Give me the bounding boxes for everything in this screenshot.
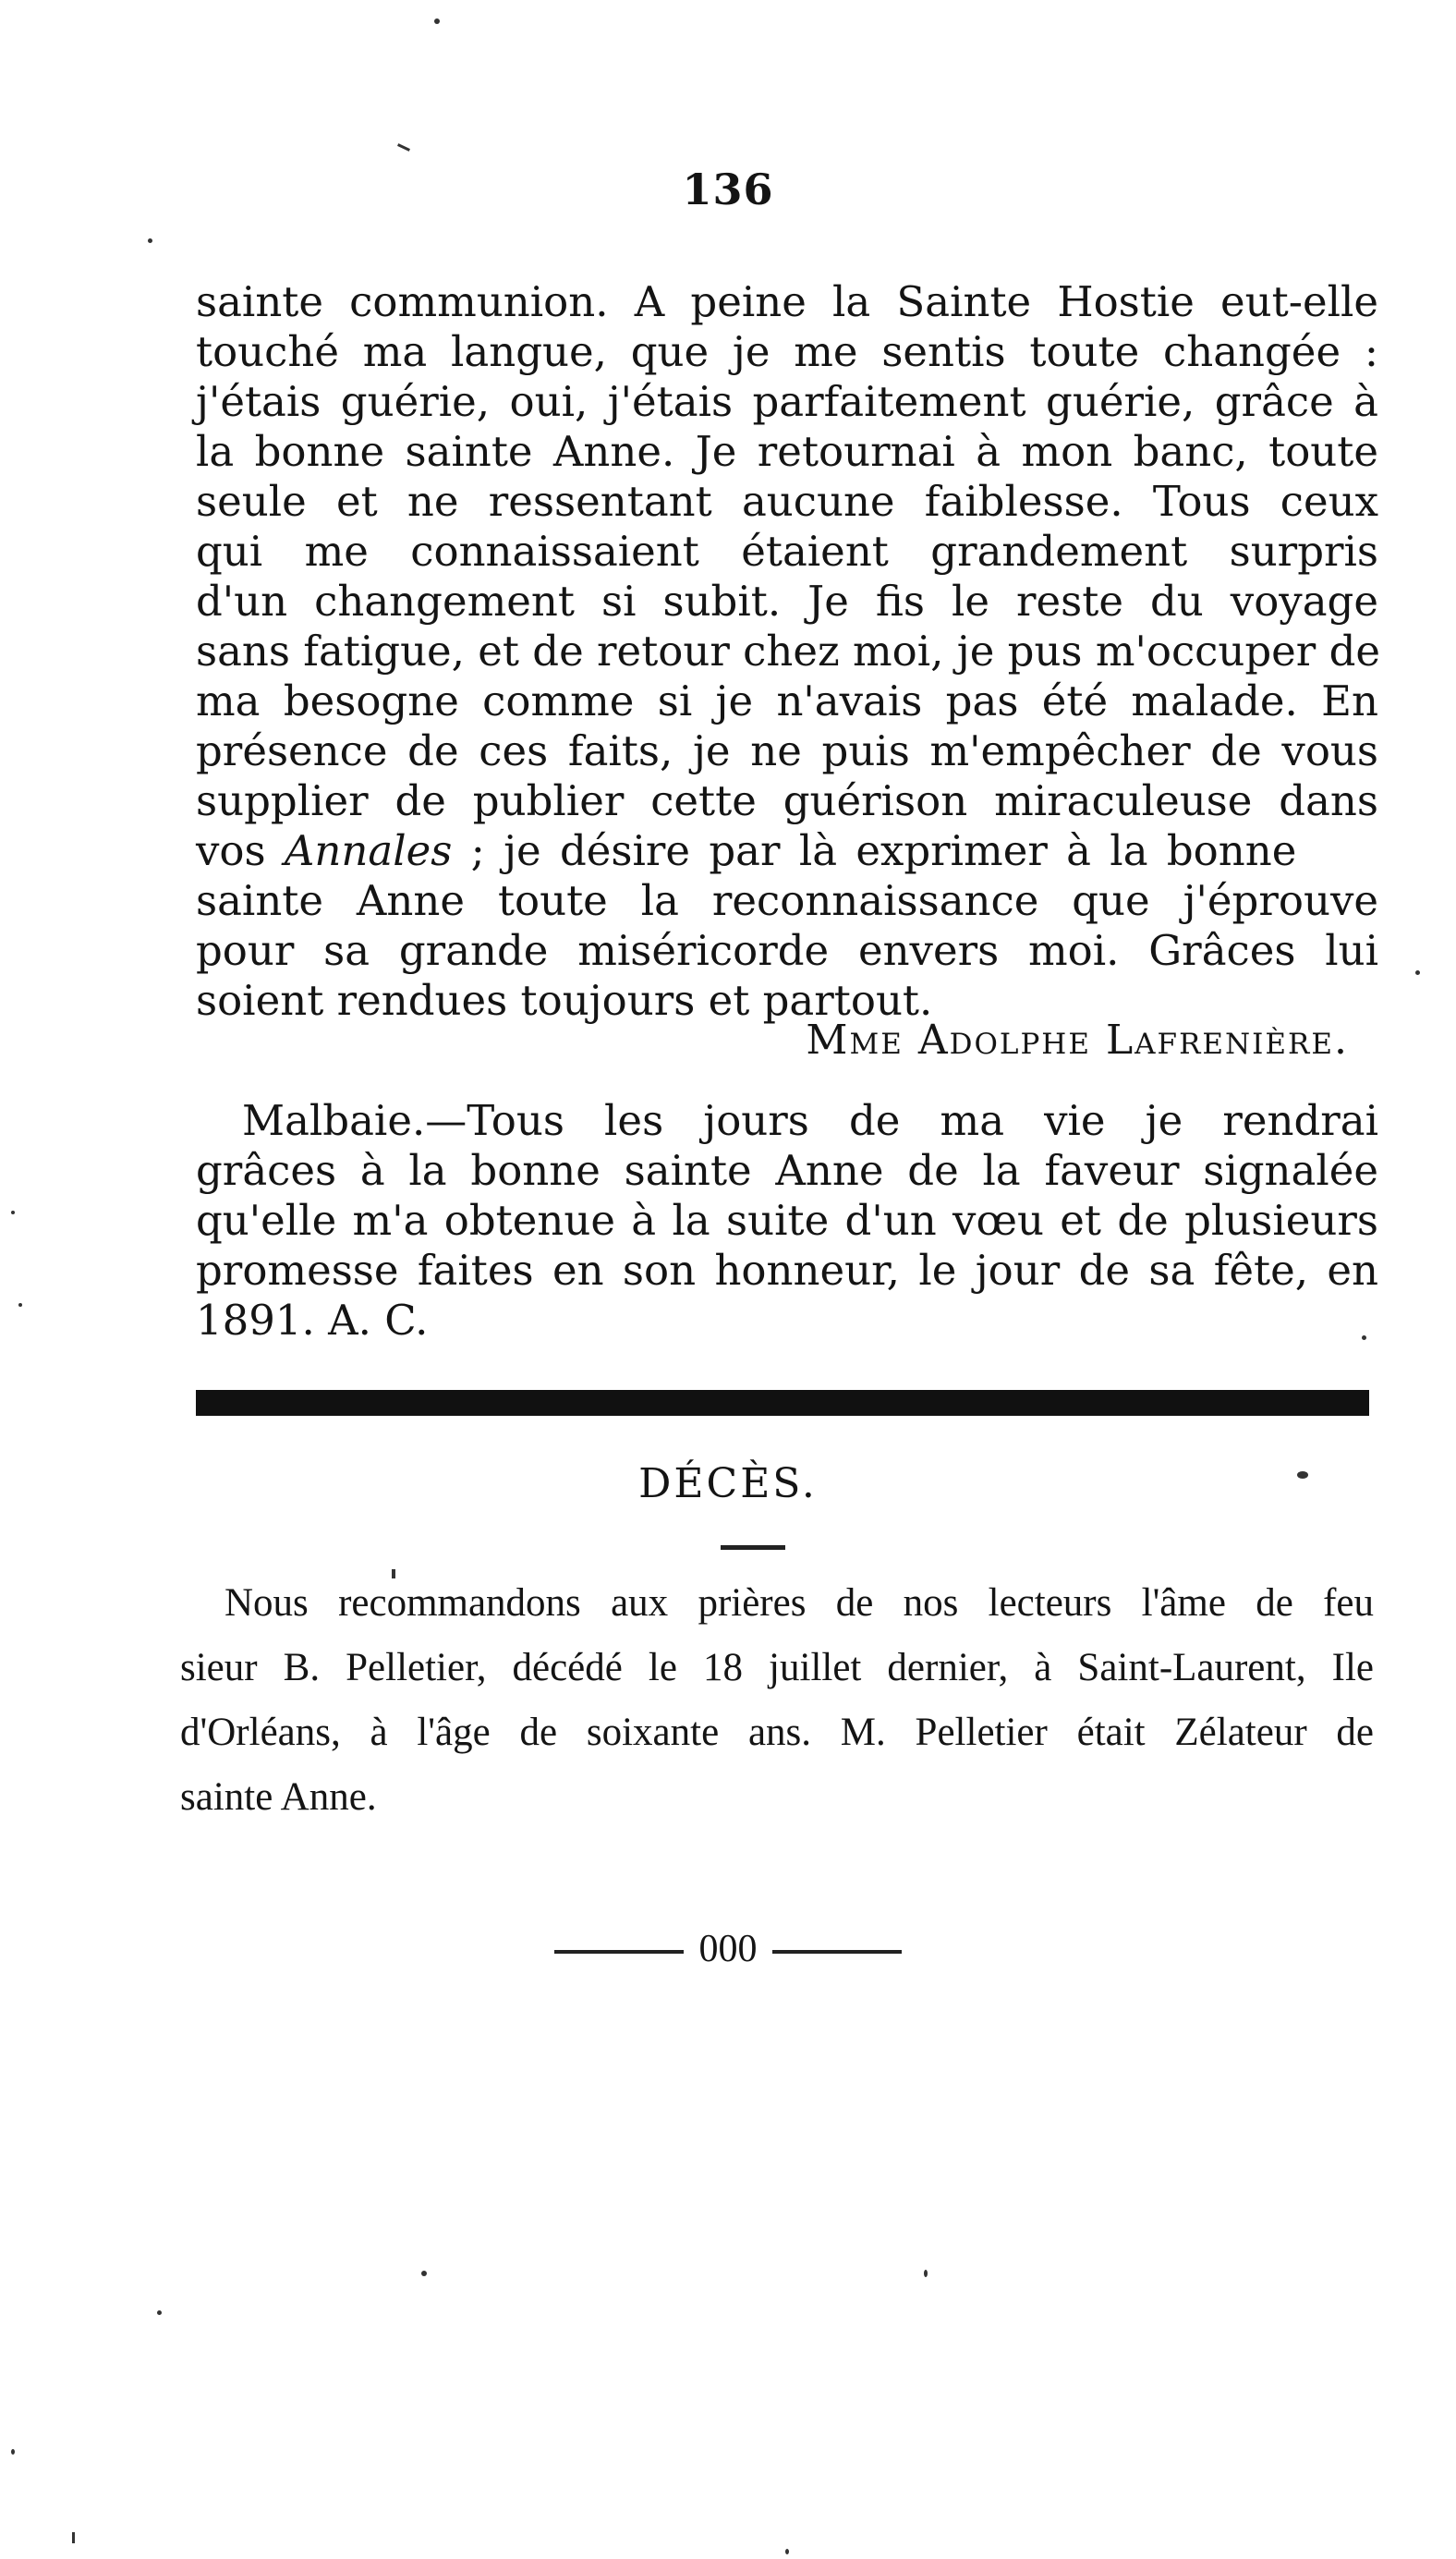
text-line: soient rendues toujours et partout. [196,976,933,1025]
scan-speck [434,18,440,24]
page-number: 136 [682,165,774,214]
text-line: supplier de publier cette guérison miraculeuse dans [196,776,1378,825]
scan-speck [924,2270,928,2277]
scan-speck [148,238,152,243]
text-line: sans fatigue, et de retour chez moi, je pus m'occuper de [196,627,1381,676]
scan-speck [11,2449,15,2455]
scan-speck [11,1211,15,1214]
text-fragment: vos [196,826,266,875]
scan-speck [1415,970,1420,975]
text-line: sainte communion. A peine la Sainte Hostie eut-elle [196,277,1378,326]
scan-speck [421,2271,427,2276]
text-line: pour sa grande miséricorde envers moi. Grâces lui [196,926,1378,975]
text-line: qu'elle m'a obtenue à la suite d'un vœu et de plusieurs [196,1196,1378,1245]
text-line: seule et ne ressentant aucune faiblesse. Tous ceux [196,477,1378,526]
ornament-bar-left [554,1950,684,1954]
text-line: d'Orléans, à l'âge de soixante ans. M. Pelletier était Zélateur de [180,1711,1374,1754]
deces-paragraph [180,1571,1374,1830]
end-ornament [0,1927,1456,1971]
section-divider-rule [196,1390,1369,1416]
text-line: promesse faites en son honneur, le jour de sa fête, en [196,1246,1378,1295]
text-line: présence de ces faits, je ne puis m'empêcher de vous [196,726,1378,775]
text-line: 1891. A. C. [196,1296,429,1345]
text-line: touché ma langue, que je me sentis toute changée : [196,327,1378,376]
scan-speck [72,2532,75,2543]
text-line: Nous recommandons aux prières de nos lecteurs l'âme de feu [224,1581,1374,1625]
text-line: Malbaie.—Tous les jours de ma vie je rendrai [242,1096,1378,1145]
publication-title: Annales [284,826,453,875]
scan-speck [397,143,410,152]
scan-speck [157,2310,162,2315]
signature: Mme Adolphe Lafrenière. [806,1017,1349,1064]
section-title-deces: DÉCÈS. [638,1460,818,1507]
text-line: ma besogne comme si je n'avais pas été malade. En [196,676,1378,725]
text-line: la bonne sainte Anne. Je retournai à mon banc, toute [196,427,1378,476]
text-line: qui me connaissaient étaient grandement surpris [196,527,1378,576]
ornament-text: 000 [698,1928,758,1970]
text-fragment: ; je désire par là exprimer à la bonne [470,826,1297,875]
text-line: sainte Anne toute la reconnaissance que j'éprouve [196,876,1378,925]
scan-speck [1297,1471,1308,1479]
scan-speck [1362,1335,1366,1340]
text-line: sieur B. Pelletier, décédé le 18 juillet dernier, à Saint-Laurent, Ile [180,1646,1374,1689]
scan-speck [392,1569,395,1578]
text-line: grâces à la bonne sainte Anne de la faveur signalée [196,1146,1378,1195]
testimony-paragraph [196,277,1381,1026]
malbaie-paragraph [196,1096,1378,1346]
text-line-annales [196,826,1378,876]
scan-speck [785,2549,789,2554]
text-line: j'étais guérie, oui, j'étais parfaitement guérie, grâce à [196,377,1378,426]
title-dash [721,1545,785,1550]
text-line: d'un changement si subit. Je fis le reste du voyage [196,577,1378,626]
scan-speck [18,1303,22,1307]
text-line: sainte Anne. [180,1775,377,1819]
ornament-bar-right [772,1950,902,1954]
